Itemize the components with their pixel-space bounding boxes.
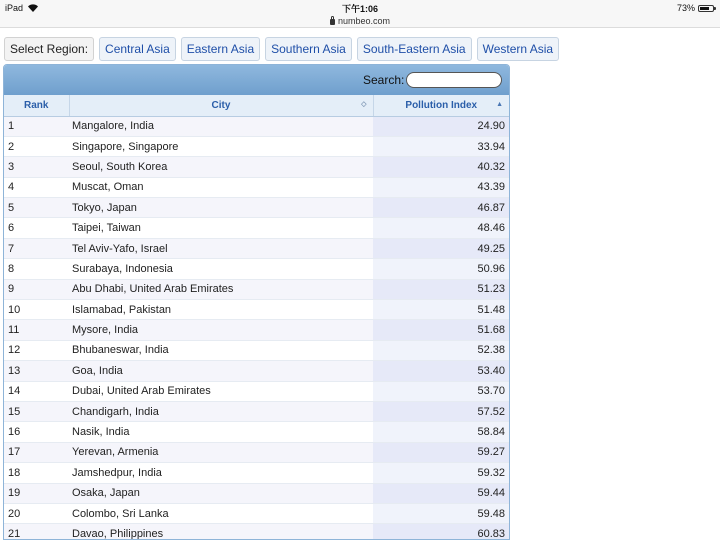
table-row — [4, 524, 509, 540]
rank-cell: 20 — [4, 503, 69, 523]
rank-cell: 17 — [4, 442, 69, 462]
status-center — [0, 2, 720, 26]
city-cell: Surabaya, Indonesia — [69, 259, 373, 279]
rank-cell: 21 — [4, 524, 69, 540]
pollution-index-cell: 59.27 — [373, 442, 509, 462]
city-cell: Islamabad, Pakistan — [69, 300, 373, 320]
rank-cell: 6 — [4, 218, 69, 238]
city-cell: Osaka, Japan — [69, 483, 373, 503]
table-row — [4, 422, 509, 442]
rank-cell: 2 — [4, 136, 69, 156]
table-row — [4, 198, 509, 218]
city-column-header[interactable] — [69, 95, 373, 116]
region-south-eastern-asia-button[interactable]: South-Eastern Asia — [357, 37, 472, 61]
city-cell: Yerevan, Armenia — [69, 442, 373, 462]
city-cell: Colombo, Sri Lanka — [69, 503, 373, 523]
city-cell: Nasik, India — [69, 422, 373, 442]
rank-cell: 4 — [4, 177, 69, 197]
pollution-index-column-header[interactable] — [373, 95, 509, 116]
rank-header-label: Rank — [24, 99, 49, 111]
rank-cell: 11 — [4, 320, 69, 340]
pollution-index-cell: 59.32 — [373, 463, 509, 483]
battery-percent: 73% — [676, 3, 695, 13]
table-row — [4, 503, 509, 523]
pollution-index-cell: 51.68 — [373, 320, 509, 340]
city-cell: Bhubaneswar, India — [69, 340, 373, 360]
region-eastern-asia-button[interactable]: Eastern Asia — [181, 37, 260, 61]
pollution-index-cell: 33.94 — [373, 136, 509, 156]
pollution-index-cell: 59.48 — [373, 503, 509, 523]
ranking-table-container — [3, 64, 510, 540]
rank-cell: 9 — [4, 279, 69, 299]
pollution-index-cell: 53.40 — [373, 361, 509, 381]
region-central-asia-button[interactable]: Central Asia — [99, 37, 176, 61]
city-cell: Seoul, South Korea — [69, 157, 373, 177]
city-cell: Singapore, Singapore — [69, 136, 373, 156]
table-row — [4, 279, 509, 299]
pollution-index-cell: 50.96 — [373, 259, 509, 279]
rank-cell: 15 — [4, 401, 69, 421]
rank-cell: 5 — [4, 198, 69, 218]
search-input[interactable] — [406, 72, 502, 88]
pollution-ranking-table — [4, 95, 509, 540]
pollution-index-cell: 60.83 — [373, 524, 509, 540]
table-row — [4, 259, 509, 279]
search-label: Search: — [363, 73, 405, 87]
rank-cell: 1 — [4, 116, 69, 136]
city-cell: Jamshedpur, India — [69, 463, 373, 483]
table-row — [4, 463, 509, 483]
battery-icon — [698, 5, 714, 12]
rank-cell: 18 — [4, 463, 69, 483]
city-cell: Tel Aviv-Yafo, Israel — [69, 238, 373, 258]
rank-column-header[interactable] — [4, 95, 69, 116]
city-cell: Davao, Philippines — [69, 524, 373, 540]
table-row — [4, 442, 509, 462]
rank-cell: 19 — [4, 483, 69, 503]
table-row — [4, 116, 509, 136]
table-row — [4, 340, 509, 360]
url-text: numbeo.com — [337, 16, 391, 26]
pollution-index-cell: 48.46 — [373, 218, 509, 238]
city-cell: Taipei, Taiwan — [69, 218, 373, 238]
rank-cell: 10 — [4, 300, 69, 320]
sort-ascending-icon: ▲ — [496, 101, 503, 108]
clock: 下午1:06 — [341, 4, 378, 14]
address-bar[interactable] — [0, 16, 720, 26]
pollution-index-cell: 51.48 — [373, 300, 509, 320]
pollution-index-cell: 43.39 — [373, 177, 509, 197]
pollution-index-cell: 40.32 — [373, 157, 509, 177]
rank-cell: 16 — [4, 422, 69, 442]
table-row — [4, 157, 509, 177]
city-cell: Muscat, Oman — [69, 177, 373, 197]
city-cell: Goa, India — [69, 361, 373, 381]
city-cell: Dubai, United Arab Emirates — [69, 381, 373, 401]
table-row — [4, 361, 509, 381]
battery-level — [700, 7, 709, 10]
rank-cell: 12 — [4, 340, 69, 360]
status-bar — [0, 0, 720, 28]
rank-cell: 3 — [4, 157, 69, 177]
region-southern-asia-button[interactable]: Southern Asia — [265, 37, 352, 61]
rank-cell: 13 — [4, 361, 69, 381]
pollution-index-cell: 49.25 — [373, 238, 509, 258]
table-row — [4, 401, 509, 421]
table-row — [4, 300, 509, 320]
device-name: iPad — [5, 3, 24, 13]
rank-cell: 7 — [4, 238, 69, 258]
city-cell: Tokyo, Japan — [69, 198, 373, 218]
region-western-asia-button[interactable]: Western Asia — [477, 37, 559, 61]
rank-cell: 8 — [4, 259, 69, 279]
table-body — [4, 116, 509, 540]
sort-both-icon: ◇ — [361, 101, 367, 108]
pollution-index-cell: 59.44 — [373, 483, 509, 503]
region-selector — [4, 37, 559, 61]
table-row — [4, 381, 509, 401]
table-row — [4, 136, 509, 156]
region-label: Select Region: — [4, 37, 94, 61]
lock-icon — [330, 19, 335, 25]
table-row — [4, 218, 509, 238]
city-cell: Abu Dhabi, United Arab Emirates — [69, 279, 373, 299]
rank-cell: 14 — [4, 381, 69, 401]
table-header-row — [4, 95, 509, 116]
table-row — [4, 483, 509, 503]
search-bar — [4, 65, 509, 95]
pollution-index-cell: 58.84 — [373, 422, 509, 442]
index-header-label: Pollution Index — [405, 99, 478, 111]
city-cell: Chandigarh, India — [69, 401, 373, 421]
pollution-index-cell: 46.87 — [373, 198, 509, 218]
pollution-index-cell: 53.70 — [373, 381, 509, 401]
pollution-index-cell: 51.23 — [373, 279, 509, 299]
pollution-index-cell: 52.38 — [373, 340, 509, 360]
pollution-index-cell: 24.90 — [373, 116, 509, 136]
pollution-index-cell: 57.52 — [373, 401, 509, 421]
city-cell: Mangalore, India — [69, 116, 373, 136]
table-row — [4, 238, 509, 258]
city-cell: Mysore, India — [69, 320, 373, 340]
table-row — [4, 177, 509, 197]
city-header-label: City — [211, 99, 231, 111]
table-row — [4, 320, 509, 340]
status-right — [677, 3, 714, 13]
